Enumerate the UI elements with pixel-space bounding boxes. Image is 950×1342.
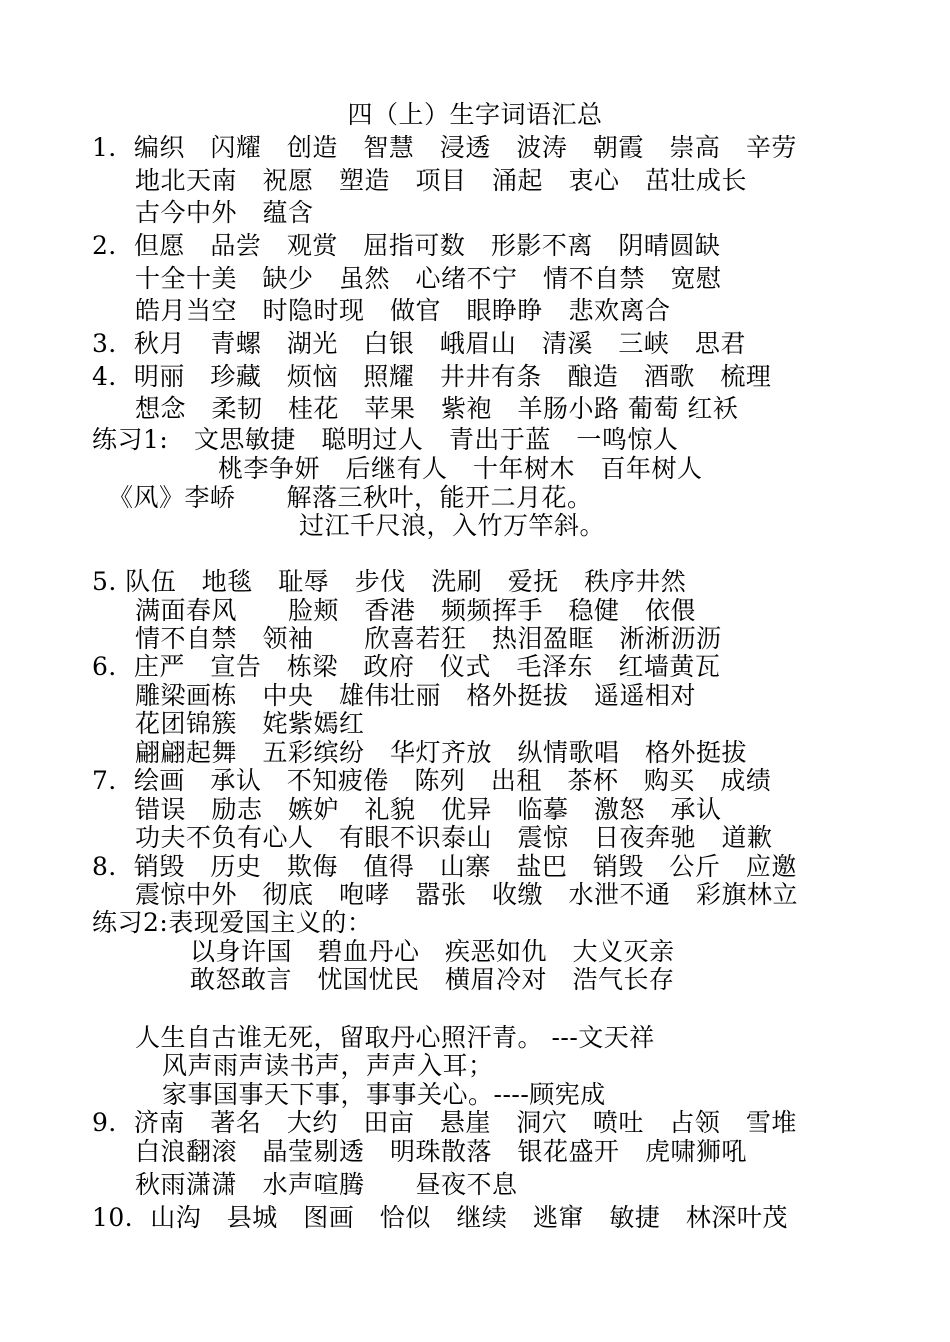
page-title: 四（上）生字词语汇总 [347, 100, 603, 129]
text-line: 震惊中外 彻底 咆哮 嚣张 收缴 水泄不通 彩旗林立 [135, 880, 799, 909]
text-line: 秋雨潇潇 水声喧腾 昼夜不息 [135, 1170, 518, 1199]
text-line: 练习2:表现爱国主义的： [92, 908, 373, 937]
text-line: 人生自古谁无死，留取丹心照汗青。 ---文天祥 [135, 1023, 655, 1052]
text-line: 情不自禁 领袖 欣喜若狂 热泪盈眶 淅淅沥沥 [135, 624, 722, 653]
text-line: 1．编织 闪耀 创造 智慧 浸透 波涛 朝霞 崇高 辛劳 [92, 133, 797, 162]
text-line: 白浪翻滚 晶莹剔透 明珠散落 银花盛开 虎啸狮吼 [135, 1137, 748, 1166]
text-line: 想念 柔韧 桂花 苹果 紫袍 羊肠小路 葡萄 红袄 [135, 394, 739, 423]
text-line: 8．销毁 历史 欺侮 值得 山寨 盐巴 销毁 公斤 应邀 [92, 852, 797, 881]
text-line: 4．明丽 珍藏 烦恼 照耀 井井有条 酿造 酒歌 梳理 [92, 362, 772, 391]
text-line: 风声雨声读书声，声声入耳； [162, 1051, 494, 1080]
text-line: 错误 励志 嫉妒 礼貌 优异 临摹 激怒 承认 [135, 795, 722, 824]
text-line: 地北天南 祝愿 塑造 项目 涌起 衷心 茁壮成长 [135, 166, 748, 195]
text-line: 6．庄严 宣告 栋梁 政府 仪式 毛泽东 红墙黄瓦 [92, 652, 721, 681]
text-line: 花团锦簇 姹紫嫣红 [135, 709, 365, 738]
text-line: 9．济南 著名 大约 田亩 悬崖 洞穴 喷吐 占领 雪堆 [92, 1108, 797, 1137]
text-line: 翩翩起舞 五彩缤纷 华灯齐放 纵情歌唱 格外挺拔 [135, 738, 748, 767]
text-line: 雕梁画栋 中央 雄伟壮丽 格外挺拔 遥遥相对 [135, 681, 697, 710]
text-line: 功夫不负有心人 有眼不识泰山 震惊 日夜奔驰 道歉 [135, 823, 773, 852]
text-line: 皓月当空 时隐时现 做官 眼睁睁 悲欢离合 [135, 296, 671, 325]
text-line: 3．秋月 青螺 湖光 白银 峨眉山 清溪 三峡 思君 [92, 329, 746, 358]
text-line: 过江千尺浪，入竹万竿斜。 [299, 511, 606, 540]
text-line: 5. 队伍 地毯 耻辱 步伐 洗刷 爱抚 秩序井然 [92, 567, 687, 596]
text-line: 十全十美 缺少 虽然 心绪不宁 情不自禁 宽慰 [135, 264, 722, 293]
text-line: 古今中外 蕴含 [135, 198, 314, 227]
text-line: 桃李争妍 后继有人 十年树木 百年树人 [218, 454, 703, 483]
text-line: 10．山沟 县城 图画 恰似 继续 逃窜 敏捷 林深叶茂 [92, 1203, 788, 1232]
text-line: 家事国事天下事，事事关心。----顾宪成 [162, 1080, 606, 1109]
text-line: 练习1: 文思敏捷 聪明过人 青出于蓝 一鸣惊人 [92, 425, 679, 454]
text-line: 《风》李峤 解落三秋叶，能开二月花。 [108, 483, 593, 512]
text-line: 2．但愿 品尝 观赏 屈指可数 形影不离 阴晴圆缺 [92, 231, 721, 260]
text-line: 敢怒敢言 忧国忧民 横眉冷对 浩气长存 [190, 965, 675, 994]
text-line: 以身许国 碧血丹心 疾恶如仇 大义灭亲 [190, 937, 675, 966]
text-line: 7．绘画 承认 不知疲倦 陈列 出租 茶杯 购买 成绩 [92, 766, 772, 795]
text-line: 满面春风 脸颊 香港 频频挥手 稳健 依偎 [135, 596, 697, 625]
